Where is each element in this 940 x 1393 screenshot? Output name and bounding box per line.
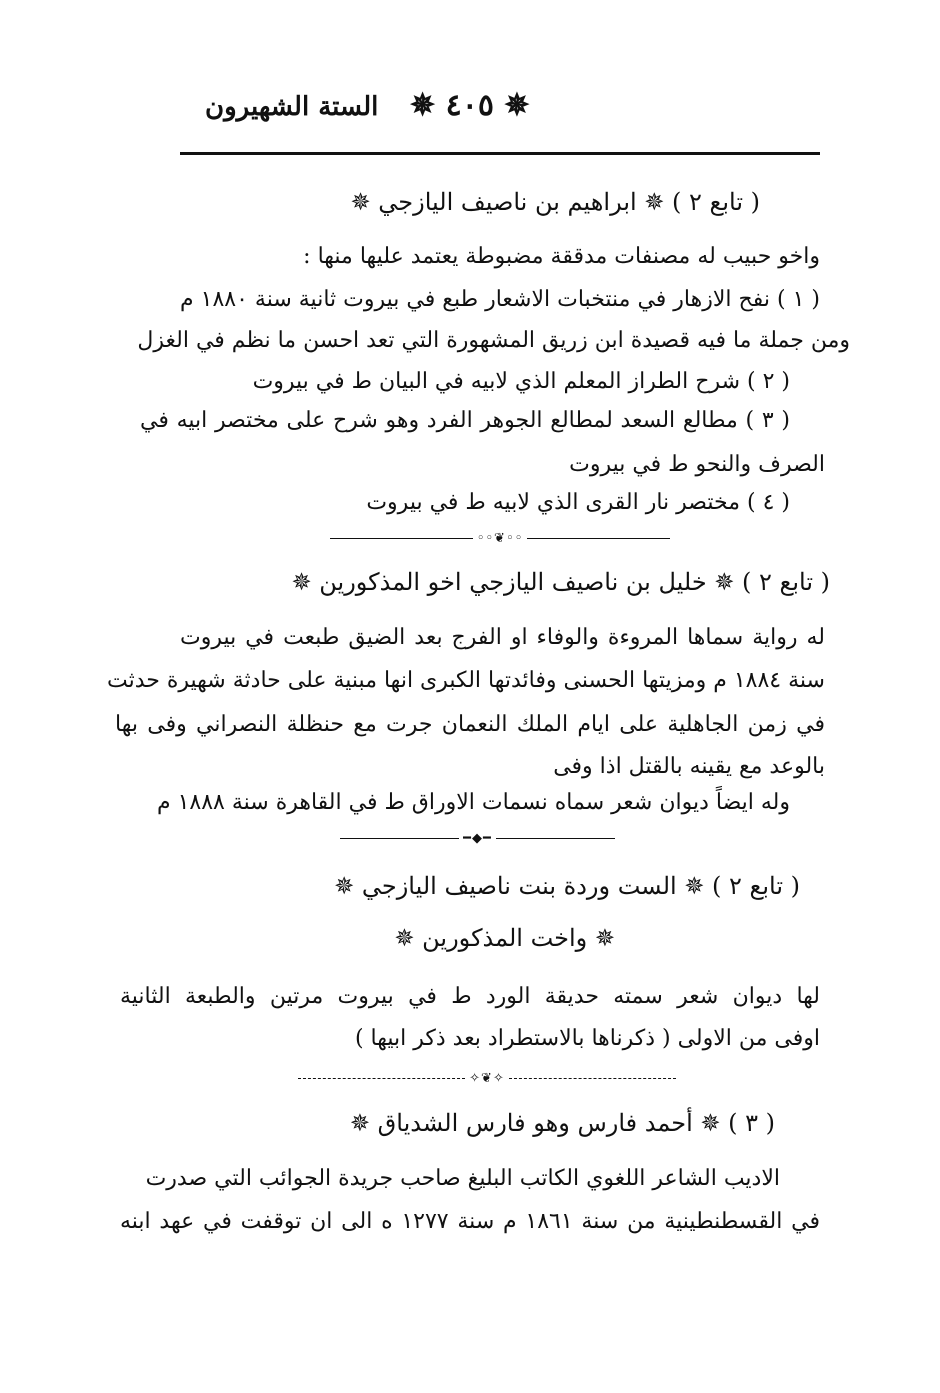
header-rule — [180, 152, 820, 155]
body-line: ومن جملة ما فيه قصيدة ابن زريق المشهورة التي تعد احسن ما نظم في الغزل — [137, 328, 850, 353]
section-heading: ( تابع ٢ ) ✵ ابراهيم بن ناصيف اليازجي ✵ — [350, 188, 760, 216]
page-number: ٤٠٥ — [445, 88, 494, 123]
section-divider: ◦◦❦◦◦ — [330, 531, 670, 545]
section-divider: ━◆━ — [340, 831, 615, 845]
section-subheading: ✵ واخت المذكورين ✵ — [394, 924, 615, 952]
body-line: بالوعد مع يقينه بالقتل اذا وفى — [553, 754, 825, 779]
body-line: الصرف والنحو ط في بيروت — [569, 452, 825, 477]
body-line: ( ٢ ) شرح الطراز المعلم الذي لابيه في البيان ط في بيروت — [252, 369, 790, 394]
body-line: واخو حبيب له مصنفات مدققة مضبوطة يعتمد عليها منها : — [303, 244, 820, 269]
body-line: سنة ١٨٨٤ م ومزيتها الحسنى وفائدتها الكبرى انها مبنية على حادثة شهيرة حدثت — [107, 668, 825, 693]
section-heading: ( تابع ٢ ) ✵ الست وردة بنت ناصيف اليازجي ✵ — [334, 872, 800, 900]
body-line: اوفى من الاولى ( ذكرناها بالاستطراد بعد ذكر ابيها ) — [354, 1026, 820, 1051]
section-heading: ( ٣ ) ✵ أحمد فارس وهو فارس الشدياق ✵ — [349, 1109, 775, 1137]
page-number-group — [410, 88, 530, 123]
ornament-icon: ✵ — [410, 88, 436, 123]
body-line: في القسطنطينية من سنة ١٨٦١ م سنة ١٢٧٧ ه الى ان توقفت في عهد ابنه — [120, 1209, 820, 1234]
body-line: لها ديوان شعر سمته حديقة الورد ط في بيروت مرتين والطبعة الثانية — [120, 984, 820, 1009]
ornament-icon: ✵ — [504, 88, 530, 123]
body-line: ( ٣ ) مطالع السعد لمطالع الجوهر الفرد وهو شرح على مختصر ابيه في — [140, 408, 790, 433]
running-title: الستة الشهيرون — [205, 92, 379, 122]
body-line: له رواية سماها المروءة والوفاء او الفرج بعد الضيق طبعت في بيروت — [180, 625, 825, 650]
body-line: وله ايضاً ديوان شعر سماه نسمات الاوراق ط في القاهرة سنة ١٨٨٨ م — [156, 790, 790, 815]
body-line: ( ١ ) نفح الازهار في منتخبات الاشعار طبع في بيروت ثانية سنة ١٨٨٠ م — [180, 287, 820, 312]
body-line: الاديب الشاعر اللغوي الكاتب البليغ صاحب جريدة الجوائب التي صدرت — [145, 1166, 780, 1191]
section-divider: ✧❦✧ — [298, 1071, 676, 1085]
section-heading: ( تابع ٢ ) ✵ خليل بن ناصيف اليازجي اخو المذكورين ✵ — [291, 568, 830, 596]
body-line: ( ٤ ) مختصر نار القرى الذي لابيه ط في بيروت — [366, 490, 790, 515]
body-line: في زمن الجاهلية على ايام الملك النعمان جرت مع حنظلة النصراني وفى بها — [115, 712, 825, 737]
